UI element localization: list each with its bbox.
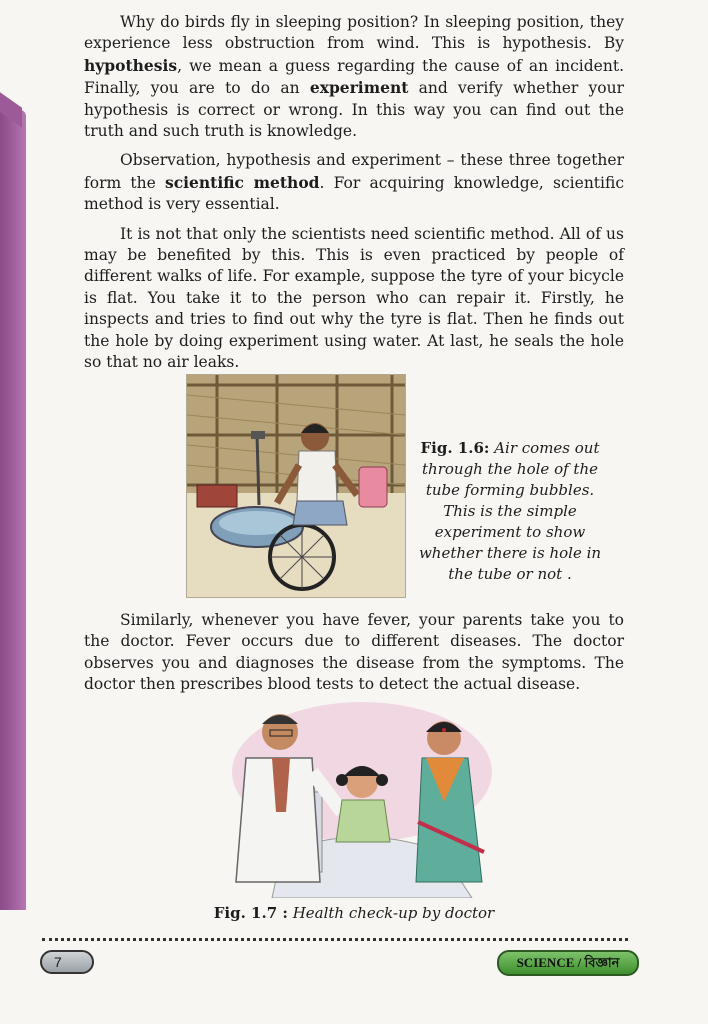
text-run: It is not that only the scientists need scientific method. All of us may be benefited by this. This is even practiced by people of different walks of life. For example, suppose the tyre of your bicycle is flat. You take it to the person who can repair it. Firstly, he inspects and tries to find out why the tyre is flat. Then he finds out the hole by doing experiment using water. At last, he seals the hole so that no air leaks. (84, 224, 624, 372)
figure-1-7-text: Health check-up by doctor (292, 904, 495, 922)
text-run: , we mean a guess regarding the cause of an incident. Finally, you are to do an (84, 56, 624, 98)
figure-1-6-caption (408, 438, 612, 585)
figure-1-7-illustration (212, 702, 504, 898)
text-run: Why do birds fly in sleeping position? In sleeping position, they experience less obstruction from wind. This is hypothesis. By (84, 13, 624, 53)
paragraph-scientific-method (84, 150, 624, 215)
paragraph-everyday-use (84, 224, 624, 374)
doctor-checkup-image (212, 702, 504, 898)
text-run: . For acquiring knowledge, scientific method is very essential. (84, 173, 625, 214)
figure-1-7-label: Fig. 1.7 : (213, 904, 288, 922)
figure-1-7-caption (204, 904, 504, 922)
figure-1-6-illustration (186, 374, 406, 598)
text-run: and verify whether your hypothesis is correct or wrong. In this way you can find out the truth and such truth is knowledge. (84, 79, 624, 141)
bicycle-repair-image (187, 375, 405, 597)
paragraph-hypothesis (84, 12, 624, 142)
page-body (84, 12, 624, 382)
bold-term: scientific method (165, 172, 320, 192)
book-label-badge: SCIENCE / বিজ্ঞান (497, 950, 639, 976)
text-run: Similarly, whenever you have fever, your parents take you to the doctor. Fever occurs due to different diseases. The doctor observes you and diagnoses the disease from the symptoms. The doctor then prescribes blood tests to detect the actual disease. (84, 611, 624, 694)
side-tab-decoration (0, 110, 26, 910)
figure-1-6-text: Air comes out through the hole of the tube forming bubbles. This is the simple experiment to show whether there is hole in the tube or not . (418, 439, 602, 583)
bold-term: hypothesis (84, 55, 178, 75)
text-run: Observation, hypothesis and experiment – these three together form the (84, 151, 624, 192)
page-number-badge: 7 (40, 950, 94, 974)
paragraph-fever (84, 610, 624, 696)
figure-1-6-label: Fig. 1.6: (420, 439, 490, 457)
footer-divider (42, 938, 628, 945)
bold-term: experiment (309, 78, 409, 98)
page-body-lower (84, 610, 624, 704)
